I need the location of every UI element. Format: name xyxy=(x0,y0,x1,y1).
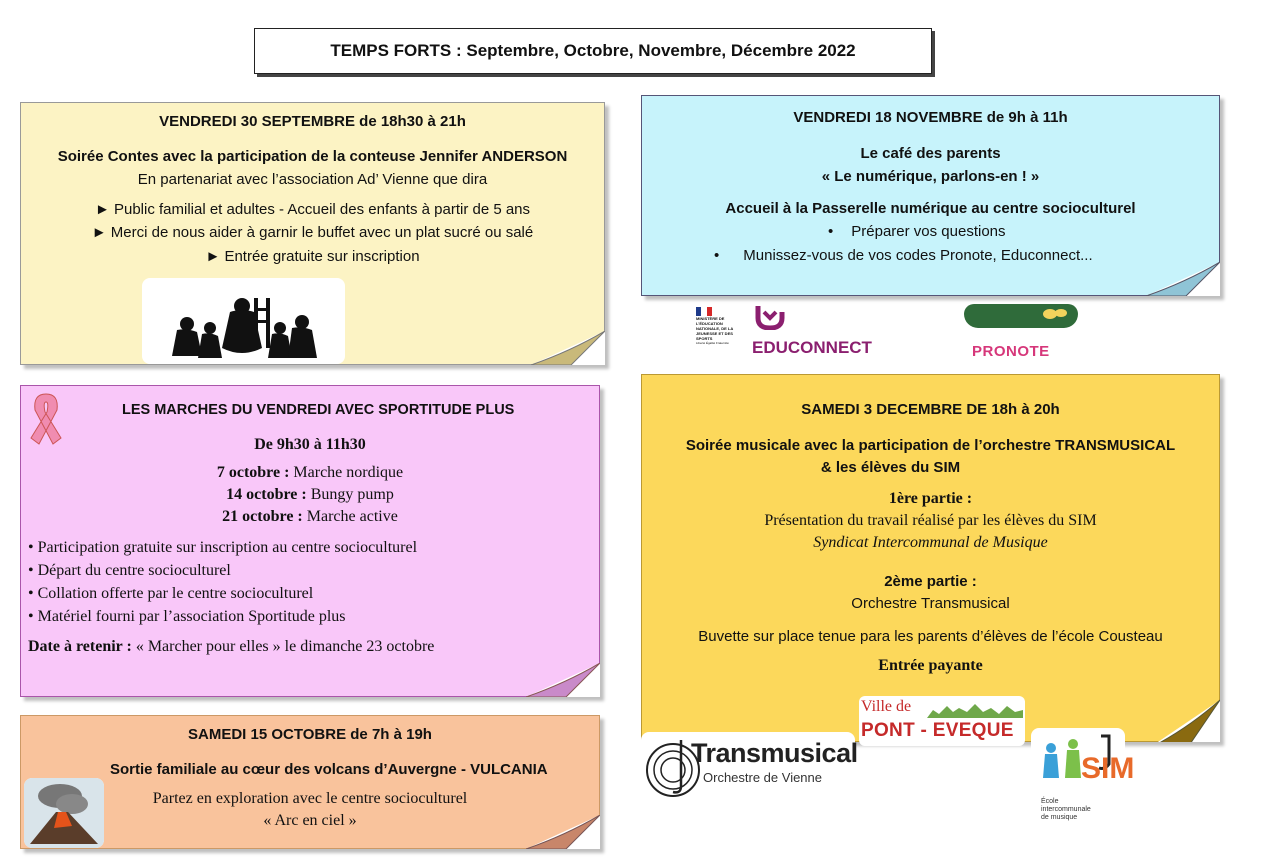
sim-sub-line: intercommunale xyxy=(1041,806,1091,813)
event-bullet: • Collation offerte par le centre socioculturel xyxy=(28,585,314,602)
event-date: SAMEDI 3 DECEMBRE DE 18h à 20h xyxy=(801,401,1060,418)
event-date: VENDREDI 18 NOVEMBRE de 9h à 11h xyxy=(793,109,1068,126)
event-card-marches xyxy=(20,385,600,697)
event-bullet: ► Merci de nous aider à garnir le buffet avec un plat sucré ou salé xyxy=(91,224,534,241)
page-curl-icon xyxy=(526,663,600,697)
page-curl-icon xyxy=(1146,692,1220,742)
event-headline: Soirée Contes avec la participation de la conteuse Jennifer ANDERSON xyxy=(57,148,568,165)
sim-logo xyxy=(1031,728,1135,828)
ministry-motto: Liberté Égalité Fraternité xyxy=(696,341,729,345)
pronote-bird-icon xyxy=(1040,306,1070,322)
date-to-retain xyxy=(28,638,599,656)
event-line: « Le numérique, parlons-en ! » xyxy=(821,168,1040,185)
event-bullet: • Matériel fourni par l’association Sportitude plus xyxy=(28,608,346,625)
date-to-retain-text: « Marcher pour elles » le dimanche 23 octobre xyxy=(131,638,435,655)
schedule-activity: Marche active xyxy=(302,508,398,525)
event-bullet: • Départ du centre socioculturel xyxy=(28,562,231,579)
part-line: Syndicat Intercommunal de Musique xyxy=(813,534,1048,551)
transmusical-label: Transmusical xyxy=(691,738,858,768)
educonnect-label: EDUCONNECT xyxy=(752,338,872,357)
schedule-day: 7 octobre : xyxy=(216,464,290,481)
event-hours: De 9h30 à 11h30 xyxy=(254,436,366,453)
event-bullet: ► Entrée gratuite sur inscription xyxy=(205,248,420,265)
part-line: Présentation du travail réalisé par les élèves du SIM xyxy=(764,512,1097,529)
schedule-activity: Marche nordique xyxy=(289,464,404,481)
buvette-line: Buvette sur place tenue para les parents d’élèves de l’école Cousteau xyxy=(698,628,1163,645)
event-bullet: ► Public familial et adultes - Accueil des enfants à partir de 5 ans xyxy=(94,201,531,218)
event-line: Partez en exploration avec le centre socioculturel xyxy=(152,790,468,807)
event-date: LES MARCHES DU VENDREDI AVEC SPORTITUDE PLUS xyxy=(122,402,515,418)
part-title: 1ère partie : xyxy=(888,490,973,507)
event-card-soiree-musicale xyxy=(641,374,1220,742)
sim-sub-line: de musique xyxy=(1041,814,1078,821)
page-title-text: TEMPS FORTS : Septembre, Octobre, Novembre, Décembre 2022 xyxy=(330,41,856,60)
list-item: • Munissez-vous de vos codes Pronote, Educonnect... xyxy=(714,247,1093,264)
part-line: Orchestre Transmusical xyxy=(851,595,1010,612)
french-flag-icon xyxy=(696,307,712,316)
storytelling-silhouette-image xyxy=(142,278,345,364)
schedule-day: 14 octobre : xyxy=(226,486,307,503)
date-to-retain-label: Date à retenir : xyxy=(28,638,132,655)
schedule-row xyxy=(21,464,599,482)
list-item: • Préparer vos questions xyxy=(828,223,1006,240)
event-headline: Sortie familiale au cœur des volcans d’Auvergne - VULCANIA xyxy=(110,761,548,778)
event-card-cafe-parents xyxy=(641,95,1220,296)
ministry-label: MINISTÈRE DE L’ÉDUCATION NATIONALE, DE LA JEUNESSE ET DES SPORTS xyxy=(696,316,734,341)
ville-label: Ville de xyxy=(861,698,912,715)
event-date: SAMEDI 15 OCTOBRE de 7h à 19h xyxy=(188,726,432,743)
part-title: 2ème partie : xyxy=(884,573,977,590)
event-line: Accueil à la Passerelle numérique au centre socioculturel xyxy=(725,200,1136,217)
page-title xyxy=(254,28,932,74)
event-partner: En partenariat avec l’association Ad’ Vienne que dira xyxy=(137,171,488,188)
sim-sub xyxy=(1041,798,1091,822)
ville-pont-eveque-logo xyxy=(859,696,1025,746)
educonnect-icon xyxy=(754,304,786,330)
event-line: Le café des parents xyxy=(860,145,1001,162)
event-date: VENDREDI 30 SEPTEMBRE de 18h30 à 21h xyxy=(159,113,466,130)
event-headline: & les élèves du SIM xyxy=(820,459,961,476)
educonnect-logo xyxy=(752,304,897,360)
event-headline: Soirée musicale avec la participation de l’orchestre TRANSMUSICAL xyxy=(685,437,1176,454)
event-card-vulcania xyxy=(20,715,600,849)
sim-sub-line: École xyxy=(1041,798,1059,805)
town-skyline-icon xyxy=(927,700,1023,718)
pronote-logo xyxy=(964,304,1079,360)
event-bullet: • Participation gratuite sur inscription au centre socioculturel xyxy=(28,539,418,556)
transmusical-sub: Orchestre de Vienne xyxy=(703,770,822,785)
schedule-day: 21 octobre : xyxy=(222,508,303,525)
page-curl-icon xyxy=(531,331,605,365)
ville-name: PONT - EVEQUE xyxy=(861,720,1014,741)
page-curl-icon xyxy=(1146,262,1220,296)
entry-line: Entrée payante xyxy=(878,657,983,674)
ministry-logo xyxy=(696,307,746,351)
sim-label: SIM xyxy=(1081,752,1135,785)
schedule-activity: Bungy pump xyxy=(306,486,394,503)
list-item-text: Préparer vos questions xyxy=(851,223,1006,240)
list-item-text: Munissez-vous de vos codes Pronote, Educonnect... xyxy=(743,247,1093,264)
event-line: « Arc en ciel » xyxy=(263,812,357,829)
schedule-row xyxy=(21,508,599,526)
event-card-contes xyxy=(20,102,605,365)
page-curl-icon xyxy=(526,815,600,849)
pronote-banner xyxy=(964,304,1078,328)
transmusical-logo xyxy=(641,732,858,802)
volcano-image xyxy=(24,778,104,848)
pronote-label: PRONOTE xyxy=(972,343,1050,360)
schedule-row xyxy=(21,486,599,504)
